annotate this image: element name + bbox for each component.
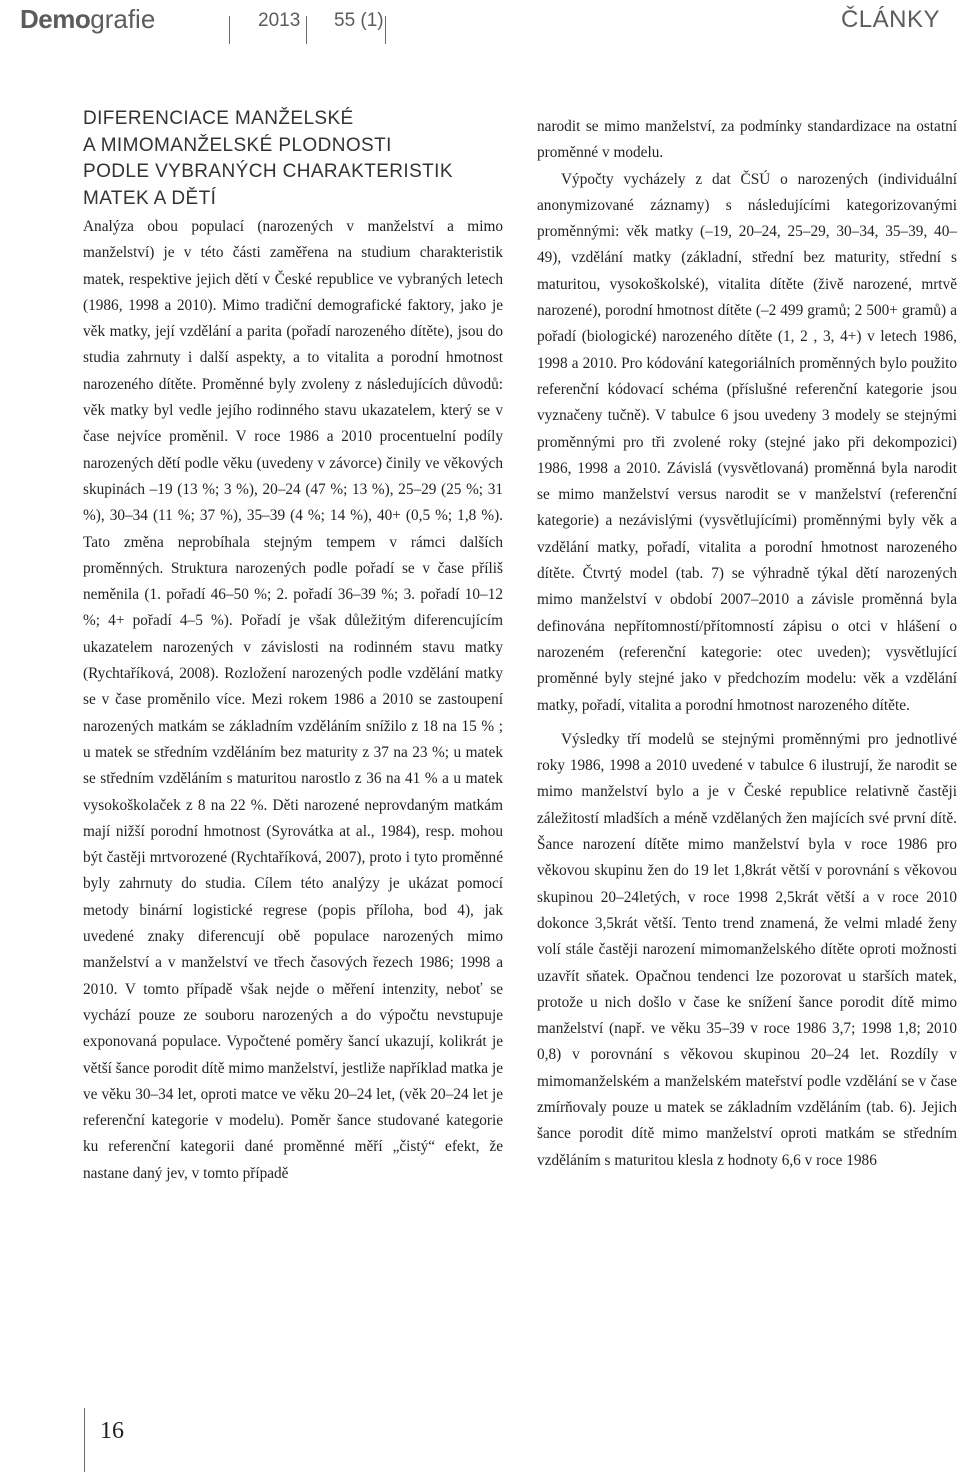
header-divider xyxy=(306,16,307,44)
page-number-divider xyxy=(84,1408,85,1472)
journal-issue: 55 (1) xyxy=(334,10,384,31)
body-paragraph: Výpočty vycházely z dat ČSÚ o narozených (individuální anonymizované záznamy) s následujícími kategorizovanými proměnnými: věk matky (–19, 20–24, 25–29, 30–34, 35–39, 40–49), vzdělání matky (základní, střední bez maturity, střední s maturitou, vysokoškolské), vitalita dítěte (živě narozené, mrtvě narozené), porodní hmotnost dítěte (–2 499 gramů; 2 500+ gramů) a pořadí (biologické) narozeného dítěte (1, 2 , 3, 4+) v letech 1986, 1998 a 2010. Pro kódování kategoriálních proměnných bylo použito referenční kódovací schéma (příslušné referenční kategorie jsou vyznačeny tučně). V tabulce 6 jsou uvedeny 3 modely se stejnými proměnnými pro tři zvolené roky (stejné jako při dekompozici) 1986, 1998 a 2010. Závislá (vysvětlovaná) proměnná byla narodit se mimo manželství versus narodit se v manželství (referenční kategorie) a nezávislými (vysvětlujícími) proměnnými byly věk a vzdělání matky, pořadí, vitalita a porodní hmotnost narozeného dítěte. Čtvrtý model (tab. 7) se výhradně týkal dětí narozených mimo manželství v období 2007–2010 a závisle proměnná byla definována nepřítomností/přítomností zápisu o otci v hlášení o narozeném (referenční kategorie: otec uveden); vysvětlující proměnné byly stejné jako v předchozím modelu: věk a vzdělání matky, pořadí, vitalita a porodní hmotnost narozeného dítěte. xyxy=(537,170,957,714)
header-divider xyxy=(385,16,386,44)
brand-strong-text: Demo xyxy=(20,4,91,34)
section-label: ČLÁNKY xyxy=(840,6,940,33)
journal-header xyxy=(0,0,960,44)
right-column xyxy=(537,114,957,1174)
left-column xyxy=(83,106,503,1187)
body-paragraph: Analýza obou populací (narozených v manželství a mimo manželství) je v této části zaměřena na studium charakteristik matek, respektive jejich dětí v České republice ve vybraných letech (1986, 1998 a 2010). Mimo tradiční demografické faktory, jako je věk matky, její vzdělání a parita (pořadí narozeného dítěte), jsou do studia zahrnuty i další aspekty, a to vitalita a porodní hmotnost narozeného dítěte. Proměnné byly zvoleny z následujících důvodů: věk matky byl vedle jejího rodinného stavu ukazatelem, který se v čase nejvíce proměnil. V roce 1986 a 2010 procentuelní podíly narozených dětí podle věku (uvedeny v závorce) činily ve věkových skupinách –19 (13 %; 3 %), 20–24 (47 %; 13 %), 25–29 (25 %; 31 %), 30–34 (11 %; 37 %), 35–39 (4 %; 14 %), 40+ (0,5 %; 1,8 %). Tato změna neprobíhala stejným tempem v rámci dalších proměnných. Struktura narozených podle pořadí se v čase příliš neměnila (1. pořadí 46–50 %; 2. pořadí 36–39 %; 3. pořadí 10–12 %; 4+ pořadí 4–5 %). Pořadí je však důležitým diferencujícím ukazatelem narozených v závislosti na rodinném stavu matky (Rychtaříková, 2008). Rozložení narozených podle vzdělání matky se v čase proměnilo více. Mezi rokem 1986 a 2010 se zastoupení narozených matkám se základním vzděláním snížilo z 18 na 15 % ; u matek se středním vzděláním bez maturity z 37 na 23 %; u matek se středním vzděláním s maturitou narostlo z 36 na 41 % a u matek vysokoškolaček z 8 na 22 %. Děti narozené neprovdaným matkám mají nižší porodní hmotnost (Syrovátka at al., 1984), resp. mohou být častěji mrtvorozené (Rychtaříková, 2007), proto i tyto proměnné byly zahrnuty do studia. Cílem této analýzy je ukázat pomocí metody binární logistické regrese (popis příloha, bod 4), jak uvedené znaky diferencují obě populace narozených mimo manželství a v manželství ve třech časových řezech 1986; 1998 a 2010. V tomto případě však nejde o měření intenzity, neboť se vychází pouze ze souboru narozených a do výpočtu nevstupuje exponovaná populace. Vypočtené poměry šancí ukazují, kolikrát je větší šance porodit dítě mimo manželství, jestliže například matka je ve věku 30–34 let, oproti matce ve věku 20–24 let, (věk 20–24 let je referenční kategorie v modelu). Poměr šance studované kategorie ku referenční kategorii dané proměnné měří „čistý“ efekt, že nastane daný jev, v tomto případě xyxy=(83,218,503,1182)
title-line: DIFERENCIACE MANŽELSKÉ xyxy=(83,108,354,129)
body-paragraph: Výsledky tří modelů se stejnými proměnnými pro jednotlivé roky 1986, 1998 a 2010 uvedené v tabulce 6 ilustrují, že narodit se mimo manželství bylo a je v České republice relativně častěji záležitostí mladších a méně vzdělaných žen majících své první dítě. Šance narození dítěte mimo manželství byla v roce 1986 pro věkovou skupinu žen do 19 let 1,8krát větší v porovnání s věkovou skupinou 20–24letých, v roce 1998 2,5krát větší a v roce 2010 dokonce 3,5krát větší. Tento trend znamená, že velmi mladé ženy volí stále častěji narození mimomanželského dítěte oproti možnosti uzavřít sňatek. Opačnou tendenci lze pozorovat u starších matek, protože u nich došlo v čase ke snížení šance porodit dítě mimo manželství (např. ve věku 35–39 v roce 1986 3,7; 1998 1,8; 2010 0,8) v porovnání s věkovou skupinou 20–24 let. Rozdíly v mimomanželském a manželském mateřství podle vzdělání se v čase zmírňovaly pouze u matek se základním vzděláním (tab. 6). Jejich šance porodit dítě mimo manželství oproti matkám se středním vzděláním s maturitou klesla z hodnoty 6,6 v roce 1986 xyxy=(537,730,957,1169)
title-line: MATEK A DĚTÍ xyxy=(83,187,217,209)
journal-brand xyxy=(20,2,155,36)
journal-year: 2013 xyxy=(258,10,301,31)
title-line: A MIMOMANŽELSKÉ PLODNOSTI xyxy=(83,134,392,156)
page-number: 16 xyxy=(100,1418,124,1444)
body-paragraph: narodit se mimo manželství, za podmínky standardizace na ostatní proměnné v modelu. xyxy=(537,118,957,162)
brand-light-text: grafie xyxy=(90,4,156,34)
header-divider xyxy=(229,16,230,44)
title-line: PODLE VYBRANÝCH CHARAKTERISTIK xyxy=(83,161,453,182)
article-title xyxy=(83,106,503,212)
